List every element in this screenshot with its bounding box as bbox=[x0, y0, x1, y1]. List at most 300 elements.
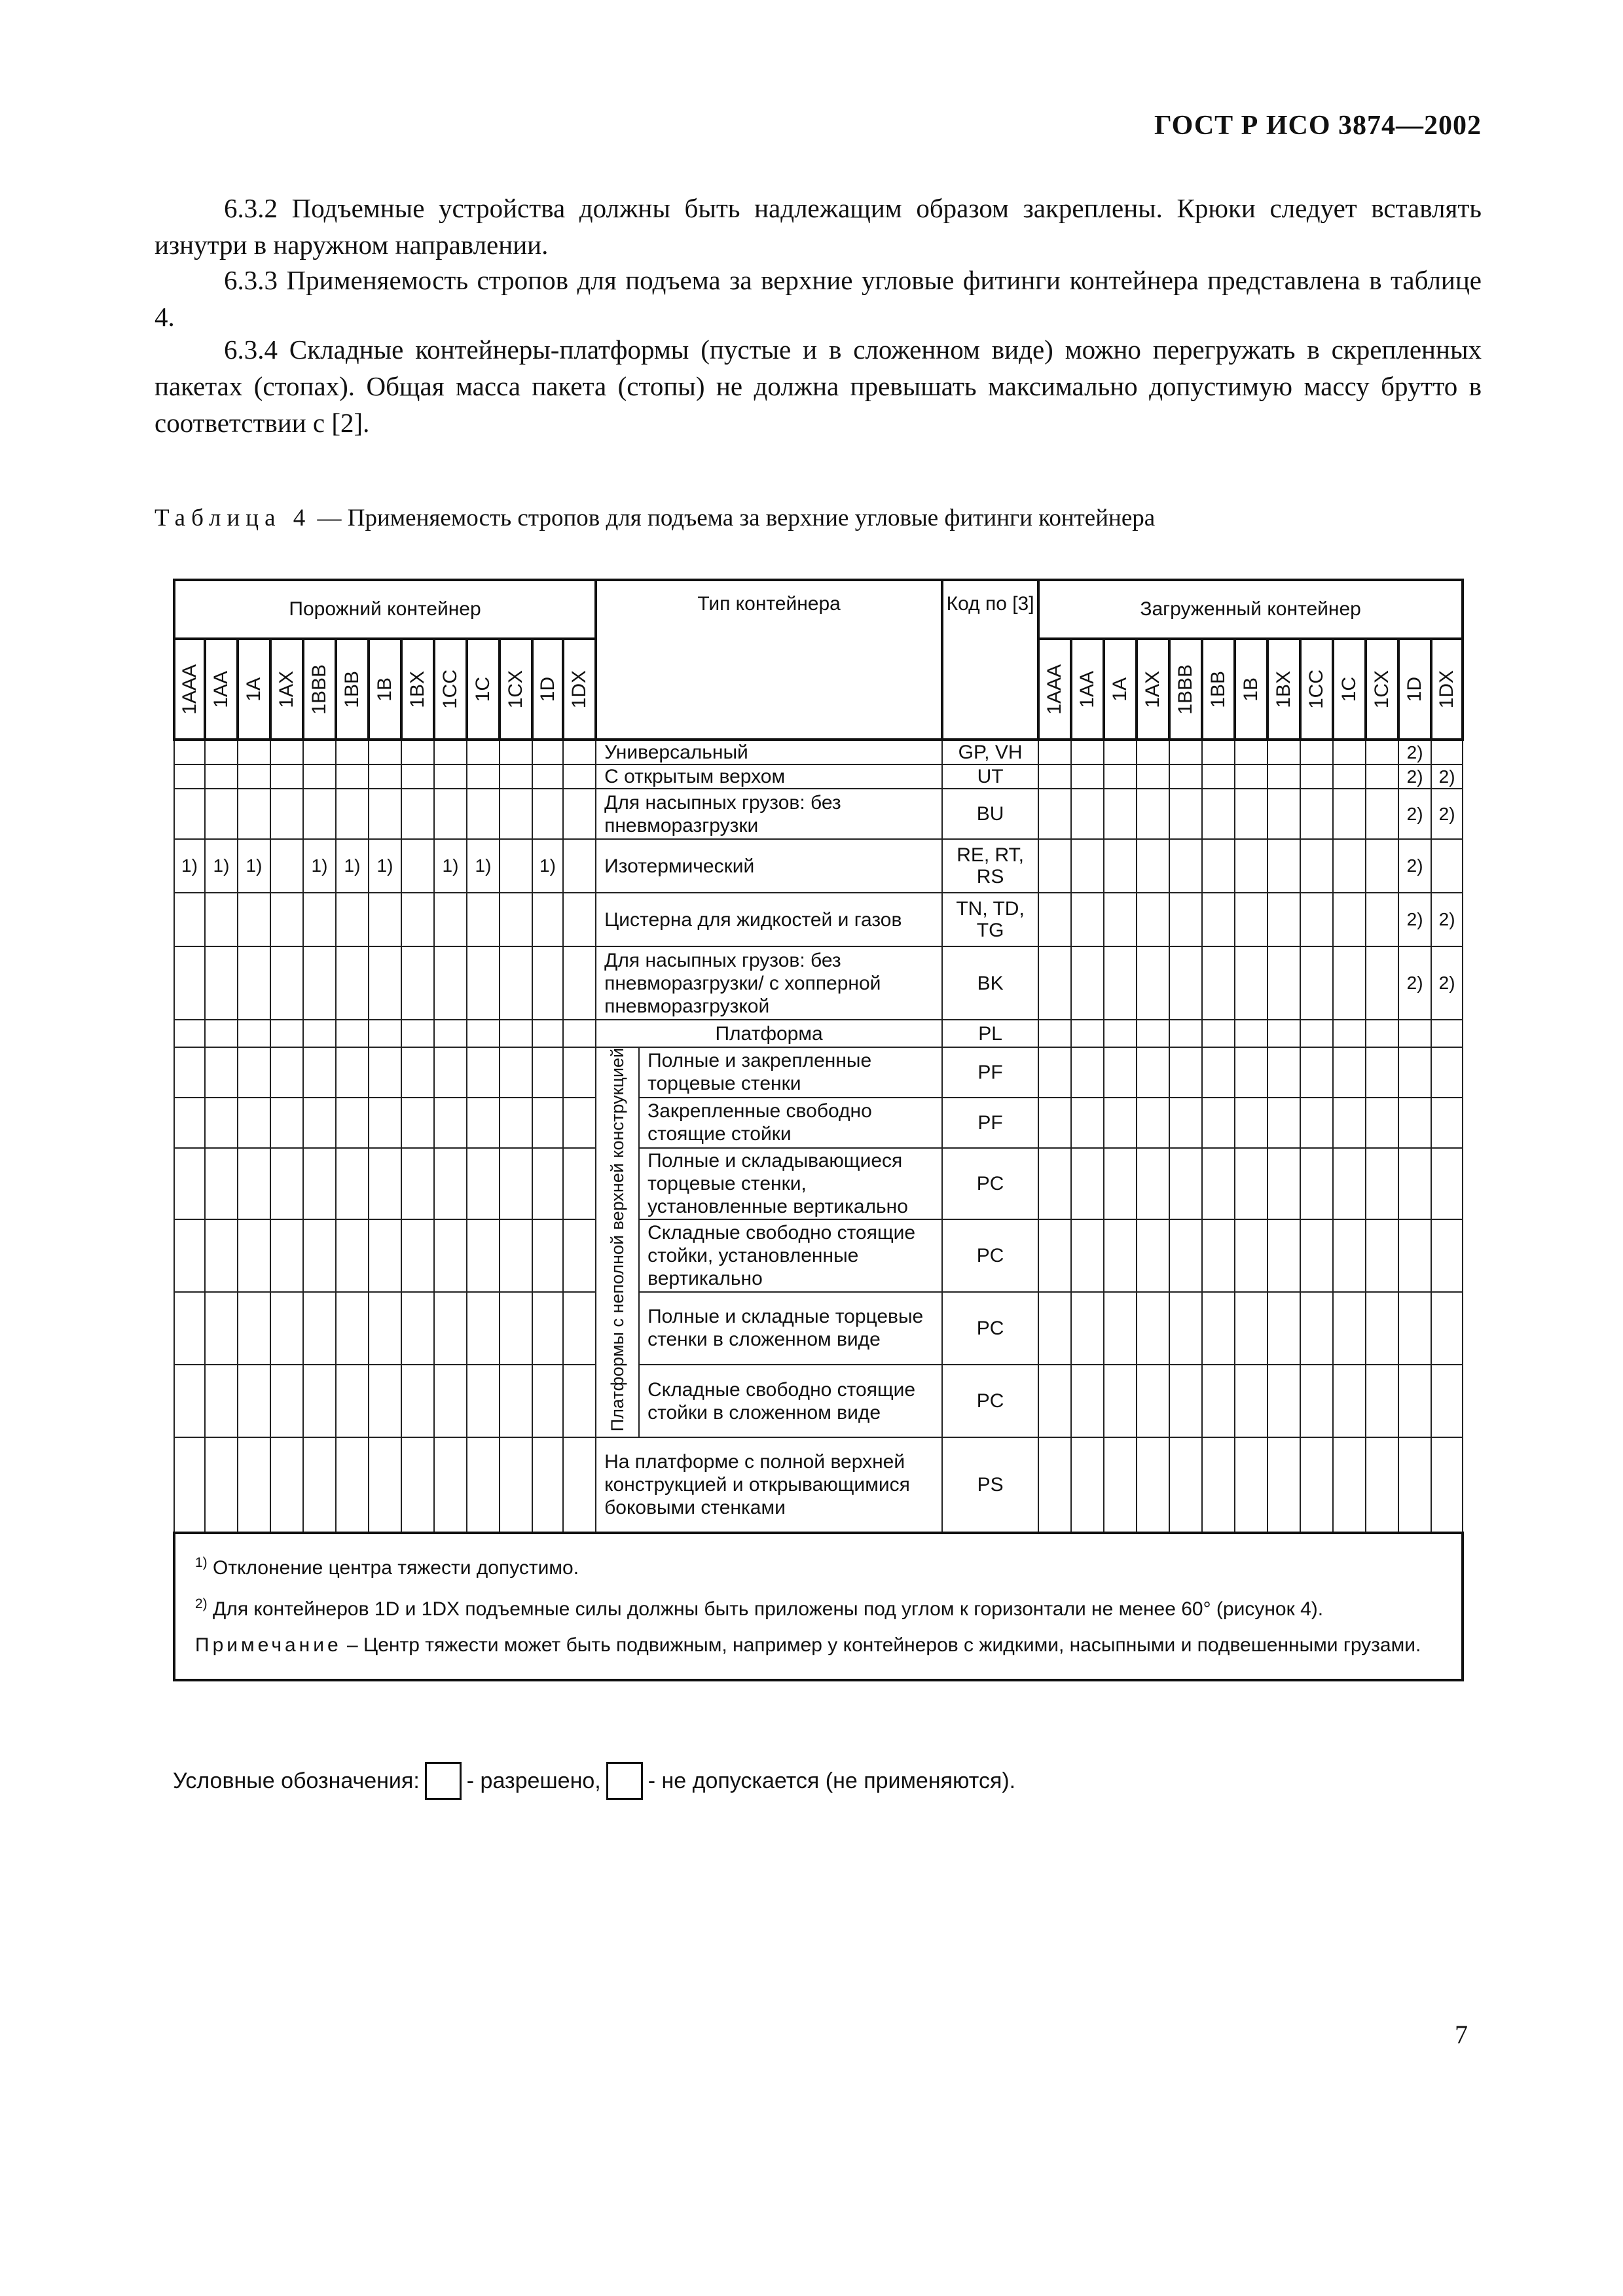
empty-mark-cell bbox=[467, 1365, 500, 1437]
empty-mark-cell bbox=[369, 1047, 401, 1098]
empty-size-1a bbox=[238, 639, 270, 740]
loaded-mark-cell bbox=[1169, 1020, 1202, 1047]
loaded-mark-cell bbox=[1300, 789, 1333, 839]
empty-mark-cell: 1) bbox=[369, 839, 401, 893]
loaded-mark-cell bbox=[1398, 1020, 1431, 1047]
table-row bbox=[174, 1292, 1463, 1365]
loaded-mark-cell bbox=[1071, 946, 1104, 1020]
empty-size-1bx bbox=[401, 639, 434, 740]
loaded-mark-cell bbox=[1333, 1148, 1366, 1219]
empty-container-header: Порожний контейнер bbox=[174, 580, 596, 639]
empty-mark-cell bbox=[303, 740, 336, 764]
empty-mark-cell bbox=[336, 1219, 369, 1292]
loaded-mark-cell bbox=[1267, 764, 1300, 789]
empty-mark-cell bbox=[563, 1098, 596, 1148]
size-label: 1AA bbox=[1076, 670, 1099, 708]
empty-mark-cell bbox=[270, 740, 303, 764]
loaded-mark-cell bbox=[1333, 1437, 1366, 1533]
container-code-cell: PF bbox=[942, 1098, 1038, 1148]
empty-size-1cc bbox=[434, 639, 467, 740]
empty-mark-cell bbox=[500, 1292, 532, 1365]
loaded-mark-cell: 2) bbox=[1431, 893, 1463, 946]
size-label: 1D bbox=[1404, 676, 1426, 702]
loaded-mark-cell bbox=[1366, 1292, 1398, 1365]
empty-mark-cell bbox=[532, 1148, 563, 1219]
empty-mark-cell bbox=[174, 1020, 205, 1047]
loaded-mark-cell bbox=[1235, 839, 1267, 893]
empty-mark-cell bbox=[336, 740, 369, 764]
size-label: 1BBB bbox=[1175, 664, 1197, 715]
empty-mark-cell: 1) bbox=[205, 839, 238, 893]
empty-mark-cell bbox=[467, 789, 500, 839]
container-type-cell: Полные и закрепленные торцевые стенки bbox=[639, 1047, 942, 1098]
loaded-mark-cell bbox=[1300, 839, 1333, 893]
loaded-mark-cell bbox=[1366, 839, 1398, 893]
loaded-mark-cell bbox=[1398, 1098, 1431, 1148]
loaded-mark-cell bbox=[1300, 1047, 1333, 1098]
loaded-mark-cell bbox=[1202, 1047, 1235, 1098]
empty-mark-cell bbox=[369, 1219, 401, 1292]
empty-mark-cell bbox=[238, 1098, 270, 1148]
empty-mark-cell bbox=[238, 764, 270, 789]
container-type-cell: Полные и складные торцевые стенки в сложенном виде bbox=[639, 1292, 942, 1365]
loaded-size-1ax bbox=[1137, 639, 1169, 740]
empty-mark-cell bbox=[238, 1148, 270, 1219]
empty-mark-cell bbox=[500, 764, 532, 789]
empty-mark-cell bbox=[532, 764, 563, 789]
loaded-mark-cell bbox=[1202, 1365, 1235, 1437]
loaded-mark-cell bbox=[1398, 1365, 1431, 1437]
loaded-mark-cell bbox=[1038, 946, 1071, 1020]
loaded-mark-cell bbox=[1071, 1047, 1104, 1098]
empty-mark-cell bbox=[434, 893, 467, 946]
container-type-cell: Складные свободно стоящие стойки в сложенном виде bbox=[639, 1365, 942, 1437]
empty-mark-cell bbox=[238, 946, 270, 1020]
table-row bbox=[174, 740, 1463, 764]
empty-mark-cell bbox=[205, 764, 238, 789]
loaded-mark-cell bbox=[1169, 1148, 1202, 1219]
empty-mark-cell bbox=[369, 893, 401, 946]
table-row bbox=[174, 1219, 1463, 1292]
container-code-cell: PF bbox=[942, 1047, 1038, 1098]
loaded-mark-cell bbox=[1398, 1148, 1431, 1219]
loaded-mark-cell bbox=[1267, 1365, 1300, 1437]
loaded-mark-cell bbox=[1267, 1148, 1300, 1219]
loaded-mark-cell bbox=[1071, 764, 1104, 789]
table-row bbox=[174, 764, 1463, 789]
loaded-mark-cell bbox=[1202, 1020, 1235, 1047]
loaded-mark-cell bbox=[1137, 764, 1169, 789]
loaded-mark-cell bbox=[1038, 789, 1071, 839]
empty-mark-cell bbox=[270, 789, 303, 839]
empty-mark-cell bbox=[174, 1292, 205, 1365]
empty-mark-cell bbox=[174, 1047, 205, 1098]
loaded-mark-cell bbox=[1267, 789, 1300, 839]
loaded-mark-cell bbox=[1169, 1437, 1202, 1533]
empty-mark-cell bbox=[532, 1292, 563, 1365]
loaded-mark-cell bbox=[1071, 1148, 1104, 1219]
container-type-cell: Изотермический bbox=[596, 839, 942, 893]
empty-mark-cell bbox=[238, 740, 270, 764]
empty-mark-cell bbox=[532, 1020, 563, 1047]
empty-mark-cell bbox=[369, 789, 401, 839]
container-code-cell: BK bbox=[942, 946, 1038, 1020]
loaded-mark-cell bbox=[1267, 1219, 1300, 1292]
loaded-mark-cell bbox=[1071, 893, 1104, 946]
loaded-mark-cell bbox=[1398, 1292, 1431, 1365]
empty-size-1cx bbox=[500, 639, 532, 740]
empty-mark-cell bbox=[205, 1292, 238, 1365]
empty-mark-cell bbox=[270, 1148, 303, 1219]
note-text: – Центр тяжести может быть подвижным, например у контейнеров с жидкими, насыпными и подвешенными грузами. bbox=[341, 1634, 1421, 1657]
table-caption-text: — Применяемость стропов для подъема за верхние угловые фитинги контейнера bbox=[311, 505, 1156, 531]
loaded-mark-cell bbox=[1104, 740, 1137, 764]
empty-mark-cell bbox=[303, 893, 336, 946]
container-type-cell: Закрепленные свободно стоящие стойки bbox=[639, 1098, 942, 1148]
empty-mark-cell bbox=[205, 946, 238, 1020]
size-label: 1CX bbox=[505, 670, 526, 709]
loaded-mark-cell bbox=[1235, 1292, 1267, 1365]
empty-mark-cell bbox=[369, 1020, 401, 1047]
loaded-mark-cell bbox=[1366, 946, 1398, 1020]
loaded-mark-cell bbox=[1137, 789, 1169, 839]
empty-mark-cell bbox=[205, 789, 238, 839]
loaded-mark-cell bbox=[1366, 1365, 1398, 1437]
loaded-mark-cell bbox=[1366, 1098, 1398, 1148]
empty-mark-cell bbox=[401, 1365, 434, 1437]
legend-not-allowed: - не допускается (не применяются). bbox=[647, 1768, 1016, 1793]
empty-mark-cell bbox=[336, 1365, 369, 1437]
loaded-mark-cell bbox=[1038, 1365, 1071, 1437]
container-code-cell: RE, RT, RS bbox=[942, 839, 1038, 893]
size-label: 1AX bbox=[276, 670, 297, 708]
loaded-mark-cell: 2) bbox=[1398, 893, 1431, 946]
empty-mark-cell bbox=[369, 946, 401, 1020]
size-label: 1CC bbox=[1305, 669, 1328, 709]
empty-mark-cell bbox=[303, 1365, 336, 1437]
size-label: 1CX bbox=[1371, 670, 1393, 709]
empty-mark-cell bbox=[500, 789, 532, 839]
loaded-mark-cell bbox=[1169, 1098, 1202, 1148]
empty-mark-cell bbox=[500, 1047, 532, 1098]
loaded-mark-cell bbox=[1071, 1292, 1104, 1365]
empty-mark-cell bbox=[434, 1365, 467, 1437]
loaded-mark-cell bbox=[1267, 893, 1300, 946]
table-row bbox=[174, 1365, 1463, 1437]
empty-mark-cell bbox=[434, 946, 467, 1020]
container-type-cell: Платформа bbox=[596, 1020, 942, 1047]
empty-mark-cell bbox=[303, 764, 336, 789]
loaded-mark-cell bbox=[1267, 740, 1300, 764]
loaded-mark-cell bbox=[1300, 1437, 1333, 1533]
size-label: 1B bbox=[374, 677, 395, 702]
empty-mark-cell bbox=[563, 1292, 596, 1365]
loaded-mark-cell bbox=[1104, 946, 1137, 1020]
loaded-mark-cell bbox=[1038, 893, 1071, 946]
container-code-cell: PS bbox=[942, 1437, 1038, 1533]
empty-size-1b bbox=[369, 639, 401, 740]
size-label: 1AAA bbox=[178, 664, 200, 715]
loaded-size-1d bbox=[1398, 639, 1431, 740]
loaded-size-1b bbox=[1235, 639, 1267, 740]
empty-mark-cell bbox=[467, 1437, 500, 1533]
empty-mark-cell bbox=[500, 946, 532, 1020]
empty-mark-cell bbox=[336, 1098, 369, 1148]
loaded-mark-cell bbox=[1267, 1020, 1300, 1047]
container-type-cell: Для насыпных грузов: без пневморазгрузки bbox=[596, 789, 942, 839]
legend-label: Условные обозначения: bbox=[173, 1768, 420, 1793]
loaded-mark-cell bbox=[1071, 1020, 1104, 1047]
loaded-mark-cell bbox=[1038, 1437, 1071, 1533]
loaded-mark-cell bbox=[1431, 1365, 1463, 1437]
loaded-mark-cell bbox=[1137, 839, 1169, 893]
container-type-cell: Универсальный bbox=[596, 740, 942, 764]
empty-mark-cell bbox=[205, 1047, 238, 1098]
loaded-mark-cell bbox=[1300, 740, 1333, 764]
loaded-mark-cell bbox=[1038, 1219, 1071, 1292]
empty-mark-cell bbox=[205, 1437, 238, 1533]
empty-mark-cell bbox=[563, 1365, 596, 1437]
container-code-cell: PC bbox=[942, 1365, 1038, 1437]
loaded-mark-cell bbox=[1235, 764, 1267, 789]
loaded-mark-cell bbox=[1431, 1148, 1463, 1219]
loaded-mark-cell bbox=[1104, 1148, 1137, 1219]
loaded-mark-cell bbox=[1169, 946, 1202, 1020]
empty-mark-cell bbox=[174, 764, 205, 789]
loaded-mark-cell bbox=[1333, 1047, 1366, 1098]
footnote-1 bbox=[195, 1545, 1442, 1586]
empty-mark-cell bbox=[500, 839, 532, 893]
loaded-mark-cell bbox=[1267, 1047, 1300, 1098]
empty-mark-cell bbox=[434, 1020, 467, 1047]
empty-mark-cell bbox=[532, 1437, 563, 1533]
empty-mark-cell bbox=[174, 1365, 205, 1437]
container-type-cell: Складные свободно стоящие стойки, установленные вертикально bbox=[639, 1219, 942, 1292]
loaded-mark-cell bbox=[1300, 1098, 1333, 1148]
loaded-mark-cell bbox=[1104, 893, 1137, 946]
loaded-size-1c bbox=[1333, 639, 1366, 740]
empty-mark-cell bbox=[369, 764, 401, 789]
paragraph-6-3-4: 6.3.4 Складные контейнеры-платформы (пустые и в сложенном виде) можно перегружать в скрепленных пакетах (стопах). Общая масса пакета (стопы) не должна превышать максимально допустимую массу брутто в соответствии с [2]. bbox=[155, 334, 1482, 438]
loaded-mark-cell bbox=[1104, 1098, 1137, 1148]
loaded-mark-cell bbox=[1169, 740, 1202, 764]
loaded-mark-cell bbox=[1366, 789, 1398, 839]
loaded-mark-cell bbox=[1038, 740, 1071, 764]
empty-mark-cell bbox=[401, 946, 434, 1020]
empty-mark-cell bbox=[174, 1219, 205, 1292]
empty-mark-cell bbox=[238, 1047, 270, 1098]
empty-mark-cell bbox=[563, 946, 596, 1020]
empty-mark-cell bbox=[401, 740, 434, 764]
empty-mark-cell bbox=[467, 1098, 500, 1148]
loaded-mark-cell bbox=[1169, 893, 1202, 946]
empty-mark-cell bbox=[174, 1437, 205, 1533]
container-code-cell: UT bbox=[942, 764, 1038, 789]
empty-mark-cell bbox=[303, 1219, 336, 1292]
size-label: 1DX bbox=[568, 670, 591, 709]
loaded-mark-cell bbox=[1137, 740, 1169, 764]
loaded-mark-cell bbox=[1202, 1148, 1235, 1219]
table-row bbox=[174, 1148, 1463, 1219]
size-label: 1AAA bbox=[1044, 664, 1066, 715]
empty-mark-cell bbox=[500, 1437, 532, 1533]
empty-mark-cell bbox=[401, 839, 434, 893]
empty-mark-cell bbox=[205, 1148, 238, 1219]
loaded-mark-cell bbox=[1137, 1020, 1169, 1047]
loaded-mark-cell bbox=[1137, 946, 1169, 1020]
container-code-cell: PC bbox=[942, 1219, 1038, 1292]
size-label: 1B bbox=[1240, 677, 1262, 702]
loaded-mark-cell bbox=[1333, 764, 1366, 789]
footnote-1-text: Отклонение центра тяжести допустимо. bbox=[207, 1557, 579, 1579]
loaded-mark-cell: 2) bbox=[1431, 764, 1463, 789]
loaded-mark-cell bbox=[1431, 1219, 1463, 1292]
loaded-mark-cell bbox=[1235, 1437, 1267, 1533]
loaded-mark-cell bbox=[1071, 1365, 1104, 1437]
empty-mark-cell bbox=[434, 764, 467, 789]
loaded-mark-cell bbox=[1202, 789, 1235, 839]
loaded-mark-cell bbox=[1333, 1219, 1366, 1292]
loaded-mark-cell bbox=[1300, 764, 1333, 789]
footnote-2-mark: 2) bbox=[195, 1596, 208, 1612]
loaded-mark-cell bbox=[1202, 1098, 1235, 1148]
empty-mark-cell bbox=[467, 1148, 500, 1219]
empty-mark-cell bbox=[401, 893, 434, 946]
container-code-cell: BU bbox=[942, 789, 1038, 839]
loaded-mark-cell bbox=[1333, 946, 1366, 1020]
loaded-mark-cell bbox=[1071, 1437, 1104, 1533]
container-type-cell: Цистерна для жидкостей и газов bbox=[596, 893, 942, 946]
loaded-mark-cell bbox=[1333, 1365, 1366, 1437]
empty-mark-cell bbox=[205, 740, 238, 764]
empty-mark-cell bbox=[563, 764, 596, 789]
empty-mark-cell bbox=[467, 1047, 500, 1098]
loaded-mark-cell bbox=[1038, 1047, 1071, 1098]
empty-mark-cell bbox=[401, 1098, 434, 1148]
container-type-cell: С открытым верхом bbox=[596, 764, 942, 789]
loaded-mark-cell bbox=[1235, 1098, 1267, 1148]
table-row bbox=[174, 1020, 1463, 1047]
empty-mark-cell bbox=[303, 1148, 336, 1219]
loaded-container-header: Загруженный контейнер bbox=[1038, 580, 1463, 639]
loaded-mark-cell bbox=[1104, 1219, 1137, 1292]
loaded-mark-cell bbox=[1366, 1437, 1398, 1533]
empty-mark-cell bbox=[238, 789, 270, 839]
empty-mark-cell bbox=[303, 1437, 336, 1533]
empty-mark-cell bbox=[369, 1292, 401, 1365]
size-label: 1A bbox=[243, 677, 264, 702]
empty-size-1bbb bbox=[303, 639, 336, 740]
loaded-mark-cell bbox=[1202, 740, 1235, 764]
size-label: 1D bbox=[536, 676, 558, 702]
empty-mark-cell bbox=[303, 789, 336, 839]
empty-mark-cell bbox=[467, 764, 500, 789]
empty-mark-cell bbox=[270, 1437, 303, 1533]
loaded-mark-cell bbox=[1300, 1020, 1333, 1047]
empty-mark-cell bbox=[434, 1219, 467, 1292]
size-label: 1BB bbox=[341, 670, 363, 708]
loaded-mark-cell bbox=[1431, 1292, 1463, 1365]
empty-mark-cell bbox=[467, 1292, 500, 1365]
empty-mark-cell bbox=[238, 893, 270, 946]
loaded-mark-cell bbox=[1071, 740, 1104, 764]
allowed-swatch bbox=[425, 1762, 462, 1800]
empty-mark-cell bbox=[563, 839, 596, 893]
container-type-cell: Для насыпных грузов: без пневморазгрузки/ с хопперной пневморазгрузкой bbox=[596, 946, 942, 1020]
note-label: Примечание bbox=[195, 1634, 342, 1657]
empty-mark-cell bbox=[174, 893, 205, 946]
loaded-mark-cell bbox=[1104, 1292, 1137, 1365]
empty-mark-cell bbox=[563, 740, 596, 764]
loaded-size-1aaa bbox=[1038, 639, 1071, 740]
empty-mark-cell bbox=[401, 1020, 434, 1047]
empty-mark-cell: 1) bbox=[303, 839, 336, 893]
loaded-mark-cell bbox=[1104, 789, 1137, 839]
loaded-mark-cell bbox=[1235, 1148, 1267, 1219]
loaded-mark-cell bbox=[1333, 1020, 1366, 1047]
empty-size-1c bbox=[467, 639, 500, 740]
size-label: 1DX bbox=[1436, 670, 1458, 709]
loaded-mark-cell bbox=[1202, 1292, 1235, 1365]
empty-mark-cell bbox=[369, 740, 401, 764]
footnote-2 bbox=[195, 1586, 1442, 1627]
empty-mark-cell bbox=[434, 1437, 467, 1533]
empty-mark-cell bbox=[238, 1365, 270, 1437]
loaded-mark-cell bbox=[1333, 893, 1366, 946]
loaded-mark-cell bbox=[1398, 1047, 1431, 1098]
table-row bbox=[174, 1047, 1463, 1098]
not-allowed-swatch bbox=[606, 1762, 643, 1800]
empty-mark-cell bbox=[238, 1292, 270, 1365]
loaded-mark-cell bbox=[1300, 946, 1333, 1020]
loaded-mark-cell bbox=[1300, 1219, 1333, 1292]
loaded-mark-cell bbox=[1169, 1047, 1202, 1098]
empty-mark-cell bbox=[270, 1365, 303, 1437]
size-label: 1BX bbox=[1273, 670, 1295, 708]
loaded-mark-cell bbox=[1333, 839, 1366, 893]
empty-mark-cell: 1) bbox=[238, 839, 270, 893]
empty-mark-cell bbox=[401, 1437, 434, 1533]
loaded-mark-cell bbox=[1333, 1098, 1366, 1148]
empty-mark-cell bbox=[532, 740, 563, 764]
empty-mark-cell bbox=[303, 946, 336, 1020]
loaded-mark-cell bbox=[1104, 839, 1137, 893]
loaded-mark-cell bbox=[1137, 893, 1169, 946]
empty-mark-cell bbox=[205, 1365, 238, 1437]
loaded-mark-cell bbox=[1300, 1365, 1333, 1437]
loaded-mark-cell bbox=[1398, 1219, 1431, 1292]
empty-mark-cell bbox=[336, 1047, 369, 1098]
loaded-mark-cell bbox=[1104, 1020, 1137, 1047]
empty-mark-cell bbox=[270, 1047, 303, 1098]
slings-applicability-table bbox=[173, 579, 1464, 1681]
empty-mark-cell bbox=[532, 1098, 563, 1148]
container-type-cell: Полные и складывающиеся торцевые стенки, установленные вертикально bbox=[639, 1148, 942, 1219]
loaded-mark-cell bbox=[1431, 1098, 1463, 1148]
loaded-mark-cell bbox=[1104, 1047, 1137, 1098]
loaded-mark-cell: 2) bbox=[1431, 946, 1463, 1020]
loaded-mark-cell bbox=[1333, 1292, 1366, 1365]
empty-mark-cell bbox=[563, 1437, 596, 1533]
empty-mark-cell bbox=[532, 1047, 563, 1098]
container-type-header: Тип контейнера bbox=[596, 580, 942, 740]
empty-mark-cell bbox=[434, 789, 467, 839]
loaded-mark-cell bbox=[1366, 1047, 1398, 1098]
size-label: 1BB bbox=[1207, 670, 1230, 708]
size-label: 1AX bbox=[1142, 670, 1164, 708]
empty-mark-cell bbox=[401, 764, 434, 789]
loaded-mark-cell bbox=[1333, 789, 1366, 839]
